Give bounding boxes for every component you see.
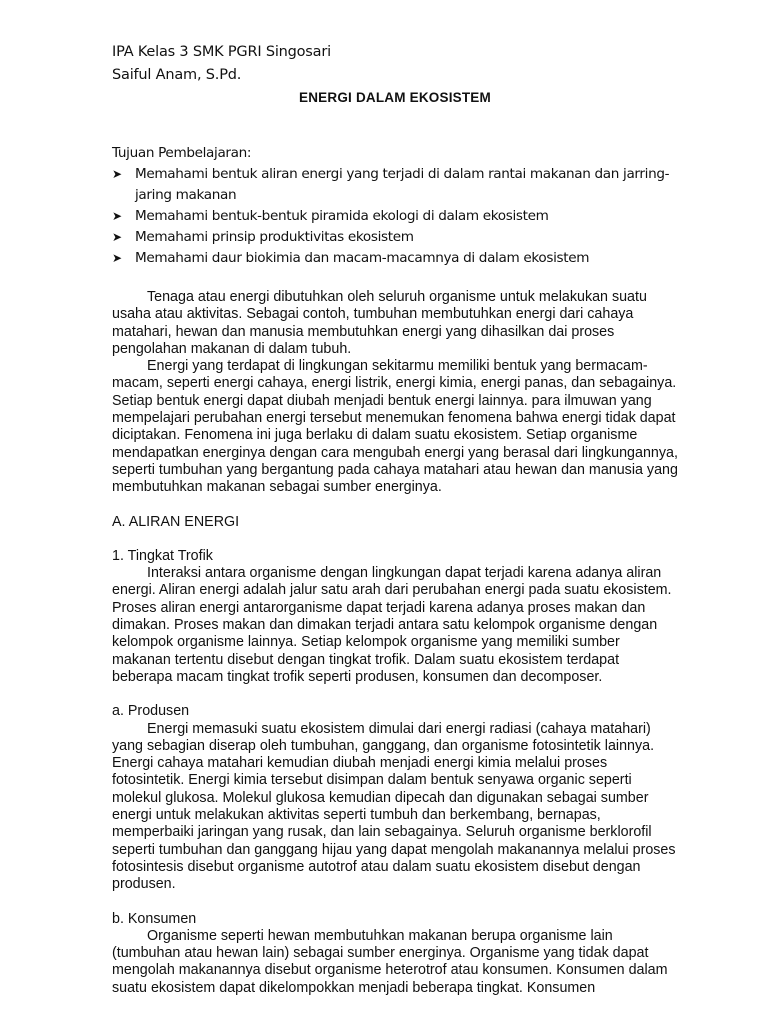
objective-item: ➤ Memahami daur biokimia dan macam-macamnya di dalam ekosistem bbox=[112, 248, 682, 269]
arrow-bullet-icon: ➤ bbox=[112, 167, 122, 181]
school-header: IPA Kelas 3 SMK PGRI Singosari bbox=[112, 44, 331, 60]
arrow-bullet-icon: ➤ bbox=[112, 230, 122, 244]
document-title: ENERGI DALAM EKOSISTEM bbox=[299, 90, 491, 105]
author-header: Saiful Anam, S.Pd. bbox=[112, 67, 242, 83]
objectives-heading: Tujuan Pembelajaran: bbox=[112, 145, 252, 161]
arrow-bullet-icon: ➤ bbox=[112, 251, 122, 265]
intro-paragraph-2: Energi yang terdapat di lingkungan sekitarmu memiliki bentuk yang bermacam-macam, seperti energi cahaya, energi listrik, energi kimia, energi panas, dan sebagainya. Setiap bentuk energi dapat diubah menjadi bentuk energi lainnya. para ilmuwan yang mempelajari perubahan energi tersebut menemukan fenomena bahwa energi tidak dapat diciptakan. Fenomena ini juga berlaku di dalam suatu ekosistem. Setiap organisme mendapatkan energinya dengan cara mengubah energi yang berasal dari lingkungannya, seperti tumbuhan yang bergantung pada cahaya matahari atau hewan dan manusia yang membutuhkan makanan sebagai sumber energinya. bbox=[112, 358, 678, 496]
document-body bbox=[112, 289, 682, 997]
objective-item: ➤ Memahami prinsip produktivitas ekosistem bbox=[112, 227, 682, 248]
trophic-level-paragraph: Interaksi antara organisme dengan lingkungan dapat terjadi karena adanya aliran energi. Aliran energi adalah jalur satu arah dari perubahan energi pada suatu ekosistem. Proses aliran energi antarorganisme dapat terjadi karena adanya proses makan dan dimakan. Proses makan dan dimakan terjadi antara satu kelompok organisme dengan kelompok organisme lainnya. Setiap kelompok organisme yang memiliki sumber makanan tertentu disebut dengan tingkat trofik. Dalam suatu ekosistem terdapat beberapa macam tingkat trofik seperti produsen, konsumen dan decomposer. bbox=[112, 565, 672, 685]
producer-heading: a. Produsen bbox=[112, 703, 190, 720]
learning-objectives bbox=[112, 143, 682, 269]
trophic-level-heading: 1. Tingkat Trofik bbox=[112, 547, 213, 564]
objectives-list bbox=[112, 164, 682, 269]
producer-paragraph: Energi memasuki suatu ekosistem dimulai dari energi radiasi (cahaya matahari) yang sebagian diserap oleh tumbuhan, ganggang, dan organisme fotosintetik lainnya. Energi cahaya matahari kemudian diubah menjadi energi kimia melalui proses fotosintetik. Energi kimia tersebut disimpan dalam bentuk senyawa organic seperti molekul glukosa. Molekul glukosa kemudian dipecah dan digunakan sebagai sumber energi untuk melakukan aktivitas seperti tumbuh dan berkembang, bernapas, memperbaiki jaringan yang rusak, dan lain sebagainya. Seluruh organisme berklorofil seperti tumbuhan dan ganggang hijau yang dapat mengolah makanannya melalui proses fotosintesis disebut organisme autotrof atau dalam suatu ekosistem disebut dengan produsen. bbox=[112, 720, 676, 893]
arrow-bullet-icon: ➤ bbox=[112, 209, 122, 223]
objective-item: ➤ Memahami bentuk aliran energi yang terjadi di dalam rantai makanan dan jarring-jaring makanan bbox=[112, 166, 670, 203]
objective-item: ➤ Memahami bentuk-bentuk piramida ekologi di dalam ekosistem bbox=[112, 206, 682, 227]
intro-paragraph-1: Tenaga atau energi dibutuhkan oleh seluruh organisme untuk melakukan suatu usaha atau aktivitas. Sebagai contoh, tumbuhan membutuhkan energi dari cahaya matahari, hewan dan manusia membutuhkan energi yang dihasilkan dai proses pengolahan makanan di dalam tubuh. bbox=[112, 289, 647, 357]
consumer-paragraph: Organisme seperti hewan membutuhkan makanan berupa organisme lain (tumbuhan atau hewan lain) sebagai sumber energinya. Organisme yang tidak dapat mengolah makanannya disebut organisme heterotrof atau konsumen. Konsumen dalam suatu ekosistem dapat dikelompokkan menjadi beberapa tingkat. Konsumen bbox=[112, 927, 668, 996]
consumer-heading: b. Konsumen bbox=[112, 910, 197, 927]
section-a-heading: A. ALIRAN ENERGI bbox=[112, 513, 240, 530]
